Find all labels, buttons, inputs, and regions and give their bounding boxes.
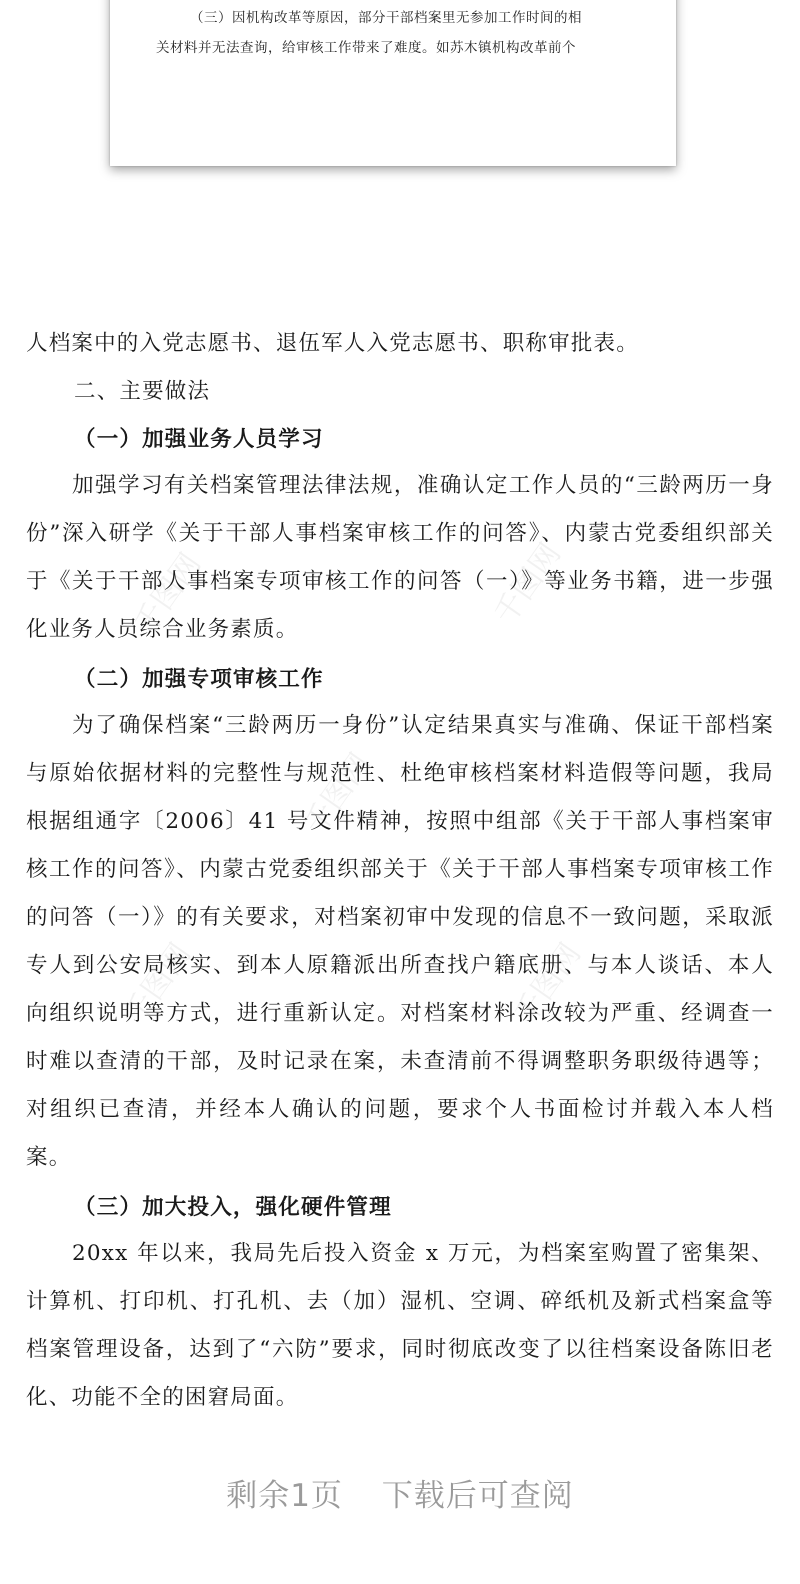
- section-title: 二、主要做法: [74, 379, 211, 404]
- watermark: 千图网: [487, 537, 569, 631]
- watermark: 千图网: [297, 747, 379, 841]
- previous-page-preview: [110, 0, 676, 166]
- watermark: 千图网: [127, 547, 209, 641]
- paragraph-2: 为了确保档案“三龄两历一身份”认定结果真实与准确、保证干部档案与原始依据材料的完整性与规范性、杜绝审核档案材料造假等问题，我局根据组通字〔2006〕41 号文件精神，按照中组部《关于干部人事档案审核工作的问答》、内蒙古党委组织部关于《关于干部人事档案专项审核工作的问答（一）》的有关要求，对档案初审中发现的信息不一致问题，采取派专人到公安局核实、到本人原籍派出所查找户籍底册、与本人谈话、本人向组织说明等方式，进行重新认定。对档案材料涂改较为严重、经调查一时难以查清的干部，及时记录在案，未查清前不得调整职务职级待遇等；对组织已查清，并经本人确认的问题，要求个人书面检讨并载入本人档案。: [26, 713, 774, 1170]
- paragraph-3: 20xx 年以来，我局先后投入资金 x 万元，为档案室购置了密集架、计算机、打印机、打孔机、去（加）湿机、空调、碎纸机及新式档案盒等档案管理设备，达到了“六防”要求，同时彻底改变了以往档案设备陈旧老化、功能不全的困窘局面。: [26, 1241, 774, 1410]
- remaining-pages-label: 剩余1页: [226, 1478, 343, 1514]
- download-prompt[interactable]: [0, 1470, 800, 1515]
- download-to-view-label[interactable]: 下载后可查阅: [381, 1478, 574, 1514]
- continued-line: 人档案中的入党志愿书、退伍军人入党志愿书、职称审批表。: [26, 331, 639, 356]
- paragraph-1: 加强学习有关档案管理法律法规，准确认定工作人员的“三龄两历一身份”深入研学《关于干部人事档案审核工作的问答》、内蒙古党委组织部关于《关于干部人事档案专项审核工作的问答（一）》等业务书籍，进一步强化业务人员综合业务素质。: [26, 473, 774, 642]
- heading-2: （二）加强专项审核工作: [74, 667, 324, 692]
- heading-3: （三）加大投入，强化硬件管理: [74, 1195, 392, 1220]
- watermark: 千图网: [507, 937, 589, 1031]
- heading-1: （一）加强业务人员学习: [74, 427, 324, 452]
- watermark: 千图网: [117, 937, 199, 1031]
- preview-line-3: 关材料并无法查询，给审核工作带来了难度。如苏木镇机构改革前个: [156, 40, 576, 56]
- preview-line-2: （三）因机构改革等原因，部分干部档案里无参加工作时间的相: [190, 10, 582, 26]
